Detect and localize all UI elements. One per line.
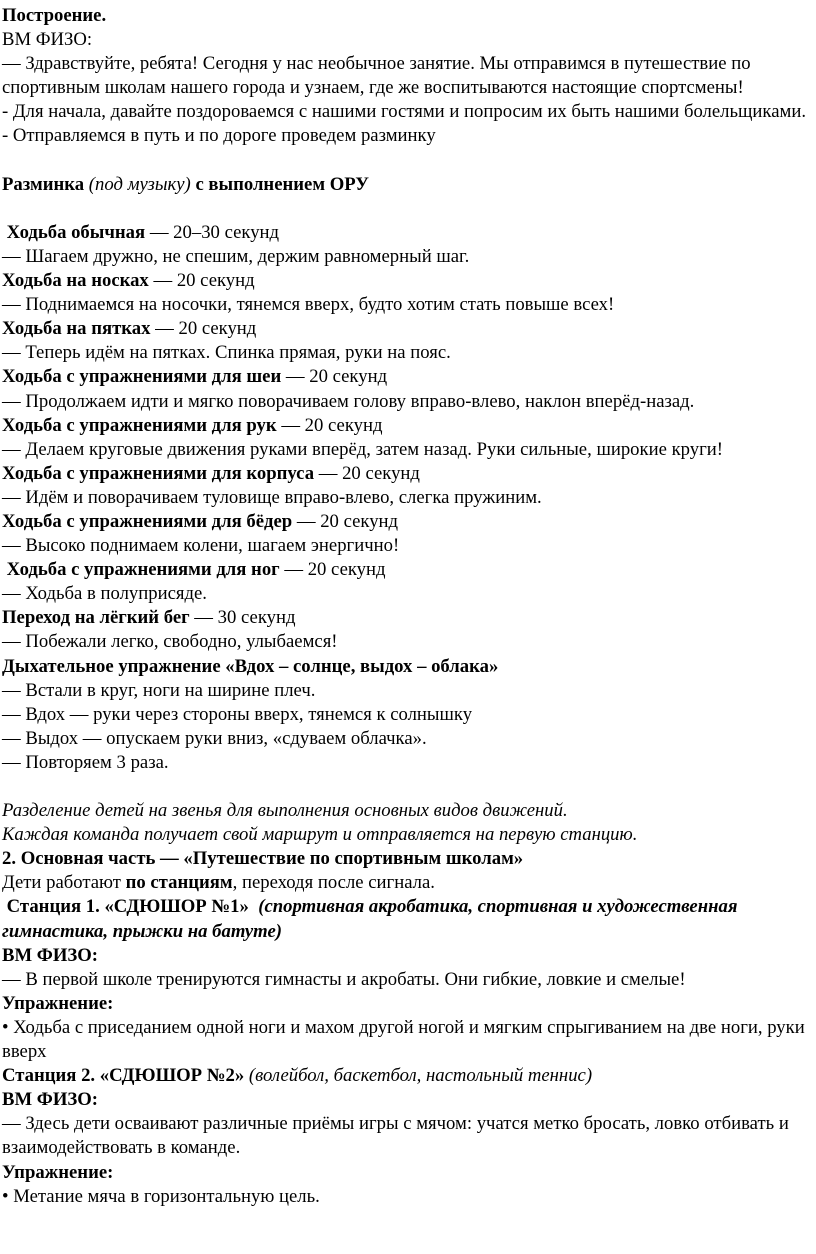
- speaker-vm-fizo: [2, 1088, 812, 1112]
- text-run: — Побежали легко, свободно, улыбаемся!: [2, 631, 338, 653]
- station-1-heading: [2, 895, 812, 943]
- text-run: — Поднимаемся на носочки, тянемся вверх, будто хотим стать повыше всех!: [2, 294, 615, 316]
- text-run: — Встали в круг, ноги на ширине плеч.: [2, 679, 316, 701]
- title-postroenie: [2, 4, 812, 28]
- text-run: Ходьба с упражнениями для ног: [2, 559, 280, 581]
- exercise-title: [2, 365, 812, 389]
- text-run: Разминка: [2, 173, 89, 195]
- text-run: — Выдох — опускаем руки вниз, «сдуваем облачка».: [2, 727, 427, 749]
- text-run: — В первой школе тренируются гимнасты и акробаты. Они гибкие, ловкие и смелые!: [2, 968, 686, 990]
- exercise-cue: [2, 534, 812, 558]
- text-run: — 20 секунд: [314, 462, 420, 484]
- text-run: (под музыку): [88, 173, 191, 195]
- intro-paragraph: [2, 124, 812, 148]
- text-run: Переход на лёгкий бег: [2, 607, 190, 629]
- speaker-vm-fizo: [2, 28, 812, 52]
- blank-line: [2, 149, 812, 173]
- exercise-title: [2, 462, 812, 486]
- text-run: (волейбол, баскетбол, настольный теннис): [248, 1065, 593, 1087]
- text-run: — Продолжаем идти и мягко поворачиваем голову вправо-влево, наклон вперёд-назад.: [2, 390, 695, 412]
- text-run: — 30 секунд: [189, 607, 296, 629]
- text-run: Дыхательное упражнение «Вдох – солнце, выдох – облака»: [2, 655, 499, 677]
- text-run: Упражнение:: [2, 1161, 114, 1183]
- text-run: — 20–30 секунд: [145, 221, 280, 243]
- exercise-title: [2, 606, 812, 630]
- text-run: Каждая команда получает свой маршрут и отправляется на первую станцию.: [2, 824, 638, 846]
- exercise-label: [2, 1161, 812, 1185]
- text-run: — Теперь идём на пятках. Спинка прямая, руки на пояс.: [2, 342, 451, 364]
- breathing-exercise-heading: [2, 655, 812, 679]
- text-run: — Здесь дети осваивают различные приёмы игры с мячом: учатся метко бросать, ловко отбивать и взаимодействовать в команде.: [2, 1113, 794, 1159]
- intro-paragraph: [2, 100, 812, 124]
- text-run: Ходьба на носках: [2, 270, 149, 292]
- exercise-title: [2, 558, 812, 582]
- exercise-bullet: [2, 1016, 812, 1064]
- text-run: ВМ ФИЗО:: [2, 29, 93, 51]
- text-run: — Здравствуйте, ребята! Сегодня у нас необычное занятие. Мы отправимся в путешествие по спортивным школам нашего города и узнаем, где же воспитываются настоящие спортсмены!: [2, 53, 756, 99]
- text-run: Ходьба с упражнениями для рук: [2, 414, 277, 436]
- main-part-heading: [2, 847, 812, 871]
- text-run: — 20 секунд: [150, 318, 257, 340]
- text-run: 2. Основная часть — «Путешествие по спортивным школам»: [2, 848, 524, 870]
- exercise-title: [2, 317, 812, 341]
- exercise-cue: [2, 630, 812, 654]
- station-2-heading: [2, 1064, 812, 1088]
- exercise-cue: [2, 438, 812, 462]
- text-run: — Вдох — руки через стороны вверх, тянемся к солнышку: [2, 703, 473, 725]
- text-run: Построение.: [2, 5, 107, 26]
- exercise-title: [2, 510, 812, 534]
- text-run: Ходьба обычная: [2, 221, 146, 243]
- text-run: , переходя после сигнала.: [232, 872, 435, 894]
- text-run: — Идём и поворачиваем туловище вправо-влево, слегка пружиним.: [2, 486, 542, 508]
- text-run: — 20 секунд: [292, 510, 399, 532]
- exercise-label: [2, 992, 812, 1016]
- exercise-cue: [2, 341, 812, 365]
- exercise-cue: [2, 703, 812, 727]
- text-run: Ходьба с упражнениями для шеи: [2, 366, 282, 388]
- exercise-title: [2, 221, 812, 245]
- exercise-cue: [2, 679, 812, 703]
- station-description: [2, 1112, 812, 1160]
- text-run: — 20 секунд: [148, 270, 255, 292]
- exercise-cue: [2, 727, 812, 751]
- blank-line: [2, 775, 812, 799]
- text-run: ВМ ФИЗО:: [2, 944, 98, 966]
- text-run: Станция 2. «СДЮШОР №2»: [2, 1065, 249, 1087]
- exercise-cue: [2, 245, 812, 269]
- text-run: — 20 секунд: [279, 559, 386, 581]
- note-italic: [2, 799, 812, 823]
- text-run: Ходьба на пятках: [2, 318, 151, 340]
- exercise-cue: [2, 751, 812, 775]
- blank-line: [2, 197, 812, 221]
- text-run: — Шагаем дружно, не спешим, держим равномерный шаг.: [2, 245, 470, 267]
- text-run: Дети работают: [2, 872, 126, 894]
- text-run: по станциям: [125, 872, 233, 894]
- stations-note: [2, 871, 812, 895]
- text-run: — Высоко поднимаем колени, шагаем энергично!: [2, 535, 400, 557]
- warmup-heading: [2, 173, 812, 197]
- text-run: • Ходьба с приседанием одной ноги и махом другой ногой и мягким спрыгиванием на две ноги, руки вверх: [2, 1016, 810, 1063]
- greeting-paragraph: [2, 52, 812, 100]
- text-run: Станция 1. «СДЮШОР №1»: [2, 896, 254, 918]
- speaker-vm-fizo: [2, 944, 812, 968]
- text-run: Разделение детей на звенья для выполнения основных видов движений.: [2, 800, 568, 822]
- text-run: — Ходьба в полуприсяде.: [2, 583, 207, 605]
- text-run: Ходьба с упражнениями для корпуса: [2, 462, 315, 484]
- exercise-bullet: [2, 1185, 812, 1209]
- exercise-cue: [2, 582, 812, 606]
- text-run: — Повторяем 3 раза.: [2, 751, 169, 773]
- exercise-cue: [2, 293, 812, 317]
- text-run: — Делаем круговые движения руками вперёд, затем назад. Руки сильные, широкие круги!: [2, 438, 723, 460]
- text-run: — 20 секунд: [276, 414, 383, 436]
- note-italic: [2, 823, 812, 847]
- text-run: с выполнением ОРУ: [190, 173, 369, 195]
- station-description: [2, 968, 812, 992]
- exercise-title: [2, 414, 812, 438]
- exercise-title: [2, 269, 812, 293]
- text-run: • Метание мяча в горизонтальную цель.: [2, 1185, 320, 1207]
- text-run: (спортивная акробатика, спортивная и художественная гимнастика, прыжки на батуте): [2, 896, 743, 942]
- text-run: - Отправляемся в путь и по дороге проведем разминку: [2, 125, 436, 147]
- exercise-cue: [2, 390, 812, 414]
- text-run: - Для начала, давайте поздороваемся с нашими гостями и попросим их быть нашими болельщиками.: [2, 101, 806, 123]
- text-run: Упражнение:: [2, 992, 114, 1014]
- text-run: Ходьба с упражнениями для бёдер: [2, 510, 293, 532]
- text-run: ВМ ФИЗО:: [2, 1089, 98, 1111]
- exercise-cue: [2, 486, 812, 510]
- text-run: — 20 секунд: [281, 366, 388, 388]
